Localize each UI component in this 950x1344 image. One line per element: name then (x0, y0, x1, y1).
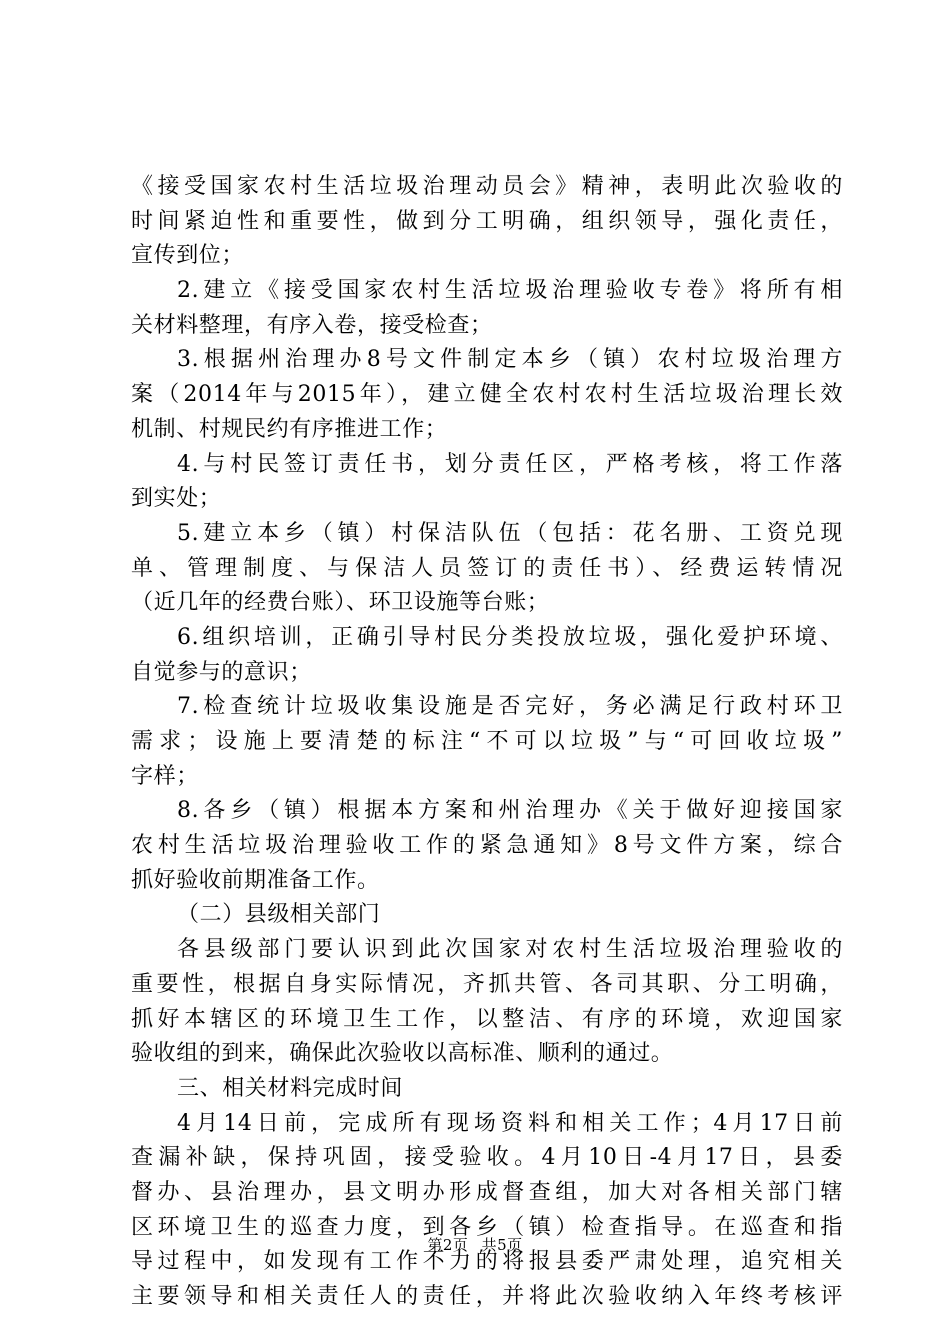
text-line: 机制、村规民约有序推进工作； (131, 416, 448, 442)
list-item-4: 4.与村民签订责任书，划分责任区，严格考核，将工作落 (177, 451, 843, 477)
text-line: 到实处； (131, 486, 222, 512)
paragraph-start: 各县级部门要认识到此次国家对农村生活垃圾治理验收的 (177, 937, 843, 963)
text-line: 查漏补缺，保持巩固，接受验收。4月10日-4月17日，县委 (131, 1145, 843, 1171)
page-footer (0, 1234, 950, 1255)
text-line: 宣传到位； (131, 243, 245, 269)
text-line: 单、管理制度、与保洁人员签订的责任书）、经费运转情况 (131, 555, 843, 581)
list-item-5: 5.建立本乡（镇）村保洁队伍（包括：花名册、工资兑现 (177, 520, 843, 546)
text-line: 农村生活垃圾治理验收工作的紧急通知》8号文件方案，综合 (131, 833, 843, 859)
text-line: 案（2014年与2015年），建立健全农村农村生活垃圾治理长效 (131, 382, 843, 408)
page-number: 第2页 (427, 1236, 469, 1254)
page-total: 共5页 (481, 1236, 523, 1254)
text-line: 《接受国家农村生活垃圾治理动员会》精神，表明此次验收的 (131, 174, 843, 199)
text-line: 字样； (131, 763, 199, 789)
text-line: 关材料整理，有序入卷，接受检查； (131, 312, 493, 338)
text-line: 导过程中，如发现有工作不力的将报县委严肃处理，追究相关 (131, 1249, 843, 1275)
list-item-2: 2.建立《接受国家农村生活垃圾治理验收专卷》将所有相 (177, 278, 843, 304)
list-item-8: 8.各乡（镇）根据本方案和州治理办《关于做好迎接国家 (177, 798, 843, 824)
list-item-7: 7.检查统计垃圾收集设施是否完好，务必满足行政村环卫 (177, 694, 843, 720)
list-item-6: 6.组织培训，正确引导村民分类投放垃圾，强化爱护环境、 (177, 624, 843, 650)
text-line: 验收组的到来，确保此次验收以高标准、顺利的通过。 (131, 1041, 674, 1067)
text-line: （近几年的经费台账）、环卫设施等台账； (131, 590, 550, 616)
text-line: 需求；设施上要清楚的标注“不可以垃圾”与“可回收垃圾” (131, 729, 843, 754)
section-heading: （二）县级相关部门 (177, 902, 381, 928)
text-line: 抓好验收前期准备工作。 (131, 867, 380, 893)
document-body (131, 170, 843, 1315)
text-line: 重要性，根据自身实际情况，齐抓共管、各司其职、分工明确， (131, 971, 843, 997)
text-line: 督办、县治理办，县文明办形成督查组，加大对各相关部门辖 (131, 1179, 843, 1205)
text-line: 主要领导和相关责任人的责任，并将此次验收纳入年终考核评 (131, 1284, 843, 1309)
text-line: 时间紧迫性和重要性，做到分工明确，组织领导，强化责任， (131, 208, 843, 234)
section-heading: 三、相关材料完成时间 (177, 1075, 404, 1101)
paragraph-start: 4月14日前，完成所有现场资料和相关工作；4月17日前 (177, 1110, 843, 1136)
list-item-3: 3.根据州治理办8号文件制定本乡（镇）农村垃圾治理方 (177, 347, 843, 373)
text-line: 抓好本辖区的环境卫生工作，以整洁、有序的环境，欢迎国家 (131, 1006, 843, 1032)
text-line: 自觉参与的意识； (131, 659, 312, 685)
text-line: 区环境卫生的巡查力度，到各乡（镇）检查指导。在巡查和指 (131, 1214, 843, 1240)
